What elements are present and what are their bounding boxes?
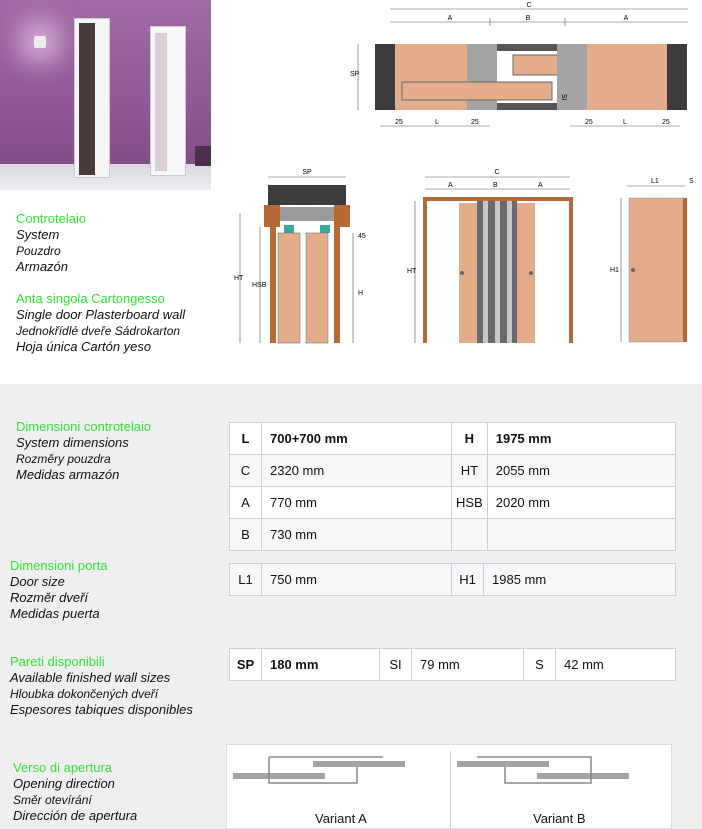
photo-door-frame-left xyxy=(74,18,110,178)
dim-a: A xyxy=(538,182,543,189)
table-row xyxy=(230,519,676,551)
section-diagram xyxy=(228,165,378,345)
wall-sizes-it: Pareti disponibili xyxy=(10,654,105,669)
dim-key: A xyxy=(230,487,262,519)
pocket-door-photo xyxy=(0,0,211,190)
dim-25: 25 xyxy=(395,119,403,126)
door-size-cz: Rozměr dveří xyxy=(10,590,89,605)
dim-value: 42 mm xyxy=(556,649,676,681)
door-type-en: Single door Plasterboard wall xyxy=(16,307,186,322)
frame-label-es: Armazón xyxy=(16,259,69,274)
dim-key: H xyxy=(452,423,488,455)
variant-b-diagram xyxy=(457,753,637,793)
wall-sizes-label xyxy=(10,654,193,718)
photo-door-frame-right xyxy=(150,26,186,176)
door-type-cz: Jednokřídlé dveře Sádrokarton xyxy=(16,324,181,338)
dim-si: SI xyxy=(560,94,567,101)
opening-label xyxy=(13,760,137,824)
dim-key xyxy=(452,519,488,551)
dim-45: 45 xyxy=(358,233,366,240)
door-size-it: Dimensioni porta xyxy=(10,558,108,573)
photo-sofa xyxy=(195,146,211,166)
door-size-en: Door size xyxy=(10,574,65,589)
dim-ht: HT xyxy=(234,275,244,282)
opening-variants xyxy=(226,744,672,829)
table-row xyxy=(230,423,676,455)
dim-c: C xyxy=(494,169,500,176)
dim-key: SI xyxy=(380,649,412,681)
opening-es: Dirección de apertura xyxy=(13,808,138,823)
dim-c: C xyxy=(526,2,532,9)
dim-value: 2055 mm xyxy=(487,455,675,487)
opening-en: Opening direction xyxy=(13,776,115,791)
dim-25: 25 xyxy=(585,119,593,126)
dim-ht: HT xyxy=(407,268,417,275)
door-diagram xyxy=(605,170,702,345)
door-size-es: Medidas puerta xyxy=(10,606,100,621)
dim-value: 1985 mm xyxy=(484,564,676,596)
dim-hsb: HSB xyxy=(252,282,267,289)
frame-label-cz: Pouzdro xyxy=(16,244,61,258)
dim-l: L xyxy=(623,119,627,126)
variant-b-label[interactable]: Variant B xyxy=(533,811,586,826)
dim-l: L xyxy=(435,119,439,126)
dim-value xyxy=(487,519,675,551)
dim-value: 2020 mm xyxy=(487,487,675,519)
system-dimensions-table xyxy=(229,422,676,551)
table-row xyxy=(230,564,676,596)
dim-value: 2320 mm xyxy=(262,455,452,487)
wall-sizes-es: Espesores tabiques disponibles xyxy=(10,702,193,717)
dim-25: 25 xyxy=(471,119,479,126)
dim-key: HSB xyxy=(452,487,488,519)
dim-b: B xyxy=(525,15,531,22)
dim-key: L xyxy=(230,423,262,455)
dim-value: 1975 mm xyxy=(487,423,675,455)
system-dimensions-label xyxy=(16,419,151,483)
dim-key: SP xyxy=(230,649,262,681)
dim-key: HT xyxy=(452,455,488,487)
dim-value: 700+700 mm xyxy=(262,423,452,455)
dim-h1: H1 xyxy=(610,267,619,274)
wall-sizes-table xyxy=(229,648,676,681)
dim-b: B xyxy=(493,182,498,189)
front-diagram xyxy=(405,165,585,345)
frame-label xyxy=(16,211,86,275)
dim-a: A xyxy=(623,15,629,22)
table-row xyxy=(230,649,676,681)
wall-lamp xyxy=(34,36,46,48)
variant-divider xyxy=(450,751,451,829)
dim-value: 79 mm xyxy=(412,649,524,681)
system-dimensions-it: Dimensioni controtelaio xyxy=(16,419,152,434)
opening-it: Verso di apertura xyxy=(13,760,113,775)
opening-cz: Směr otevírání xyxy=(13,793,92,807)
dim-key: L1 xyxy=(230,564,262,596)
dim-a: A xyxy=(448,182,453,189)
table-row xyxy=(230,455,676,487)
top-view-diagram xyxy=(350,0,702,135)
door-type-es: Hoja única Cartón yeso xyxy=(16,339,152,354)
door-size-label xyxy=(10,558,108,622)
dim-s: S xyxy=(689,178,694,185)
table-row xyxy=(230,487,676,519)
frame-label-it: Controtelaio xyxy=(16,211,87,226)
photo-door-opening xyxy=(155,33,167,171)
system-dimensions-cz: Rozměry pouzdra xyxy=(16,452,111,466)
dim-key: B xyxy=(230,519,262,551)
dim-key: H1 xyxy=(452,564,484,596)
wall-sizes-cz: Hloubka dokončených dveří xyxy=(10,687,159,701)
dim-a: A xyxy=(447,15,453,22)
dim-25: 25 xyxy=(662,119,670,126)
variant-a-label[interactable]: Variant A xyxy=(315,811,367,826)
dim-value: 730 mm xyxy=(262,519,452,551)
system-dimensions-es: Medidas armazón xyxy=(16,467,120,482)
door-type-label xyxy=(16,291,185,355)
dim-key: C xyxy=(230,455,262,487)
dim-value: 180 mm xyxy=(262,649,380,681)
photo-door-opening xyxy=(79,23,95,175)
dim-sp: SP xyxy=(350,71,360,78)
dim-key: S xyxy=(524,649,556,681)
variant-a-diagram xyxy=(233,753,413,793)
door-type-it: Anta singola Cartongesso xyxy=(16,291,165,306)
system-dimensions-en: System dimensions xyxy=(16,435,129,450)
dim-l1: L1 xyxy=(651,178,659,185)
frame-label-en: System xyxy=(16,227,60,242)
dim-sp: SP xyxy=(302,169,312,176)
dim-value: 770 mm xyxy=(262,487,452,519)
dim-value: 750 mm xyxy=(262,564,452,596)
wall-sizes-en: Available finished wall sizes xyxy=(10,670,171,685)
door-size-table xyxy=(229,563,676,596)
dim-h: H xyxy=(358,290,364,297)
